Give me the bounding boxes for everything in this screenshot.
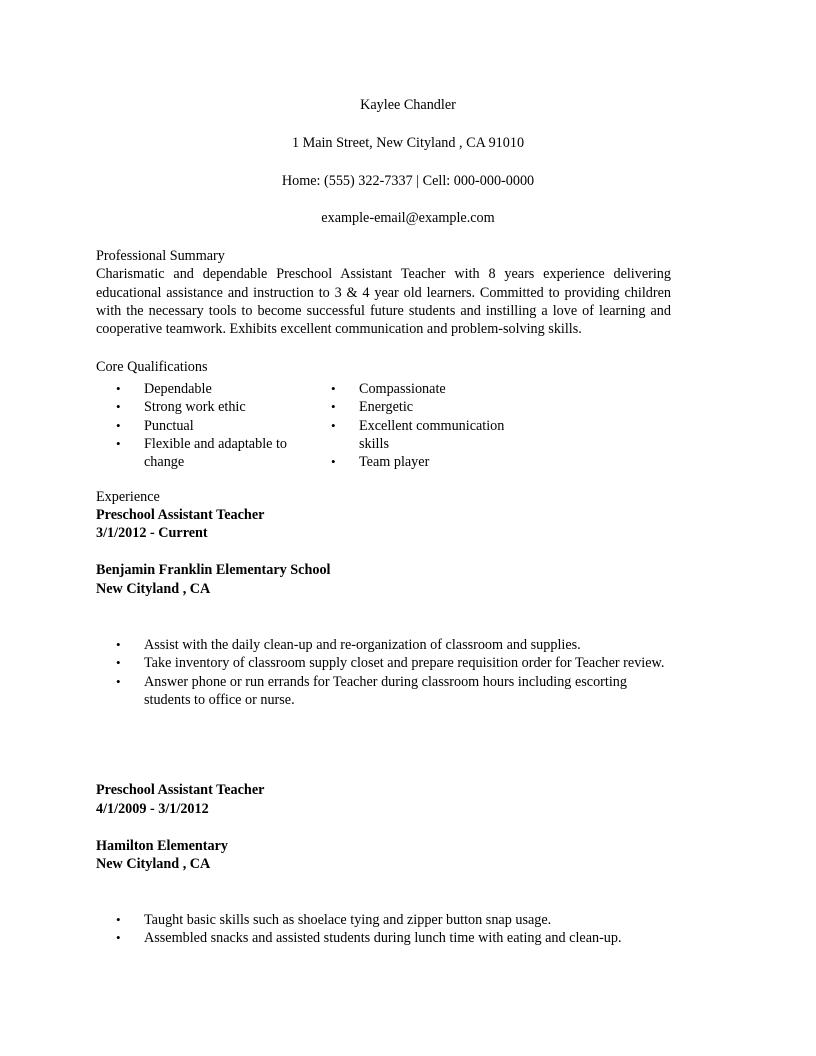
qualifications-left-column — [96, 380, 311, 471]
employer-name: Hamilton Elementary — [96, 838, 229, 854]
job-title: Preschool Assistant Teacher — [96, 507, 265, 523]
list-item: • Take inventory of classroom supply closet and prepare requisition order for Teacher review. — [96, 654, 671, 672]
list-item: • Assist with the daily clean-up and re-organization of classroom and supplies. — [96, 636, 671, 654]
job-dates: 3/1/2012 - Current — [96, 525, 208, 541]
list-item: • Strong work ethic — [96, 398, 311, 416]
employer-location: New Cityland , CA — [96, 856, 211, 872]
employer-location: New Cityland , CA — [96, 581, 211, 597]
address: 1 Main Street, New Cityland , CA 91010 — [291, 135, 525, 151]
list-item: • Flexible and adaptable to change — [96, 435, 311, 472]
job-duties — [96, 636, 671, 709]
job-duties — [96, 911, 671, 948]
qualifications-heading: Core Qualifications — [96, 359, 208, 375]
employer-name: Benjamin Franklin Elementary School — [96, 562, 331, 578]
list-item: • Team player — [311, 453, 511, 471]
job-title: Preschool Assistant Teacher — [96, 782, 265, 798]
list-item: • Compassionate — [311, 380, 511, 398]
qualifications-right-column — [311, 380, 511, 471]
list-item: • Assembled snacks and assisted students during lunch time with eating and clean-up. — [96, 929, 671, 947]
list-item: • Punctual — [96, 417, 311, 435]
job-dates: 4/1/2009 - 3/1/2012 — [96, 801, 209, 817]
list-item: • Answer phone or run errands for Teacher during classroom hours including escorting students to office or nurse. — [96, 673, 671, 710]
applicant-name: Kaylee Chandler — [360, 97, 456, 113]
phone-numbers: Home: (555) 322-7337 | Cell: 000-000-0000 — [281, 173, 535, 189]
list-item: • Dependable — [96, 380, 311, 398]
list-item: • Taught basic skills such as shoelace tying and zipper button snap usage. — [96, 911, 671, 929]
summary-heading: Professional Summary — [96, 248, 225, 264]
summary-section — [96, 247, 671, 338]
list-item: • Energetic — [311, 398, 511, 416]
experience-heading: Experience — [96, 489, 160, 505]
list-item: • Excellent communication skills — [311, 417, 511, 454]
email: example-email@example.com — [321, 210, 495, 226]
summary-text: Charismatic and dependable Preschool Assistant Teacher with 8 years experience delivering educational assistance and instruction to 3 & 4 year old learners. Committed to providing children with the necessary tools to become successful future students and instilling a love of learning and cooperative teamwork. Exhibits excellent communication and problem-solving skills. — [96, 266, 671, 338]
